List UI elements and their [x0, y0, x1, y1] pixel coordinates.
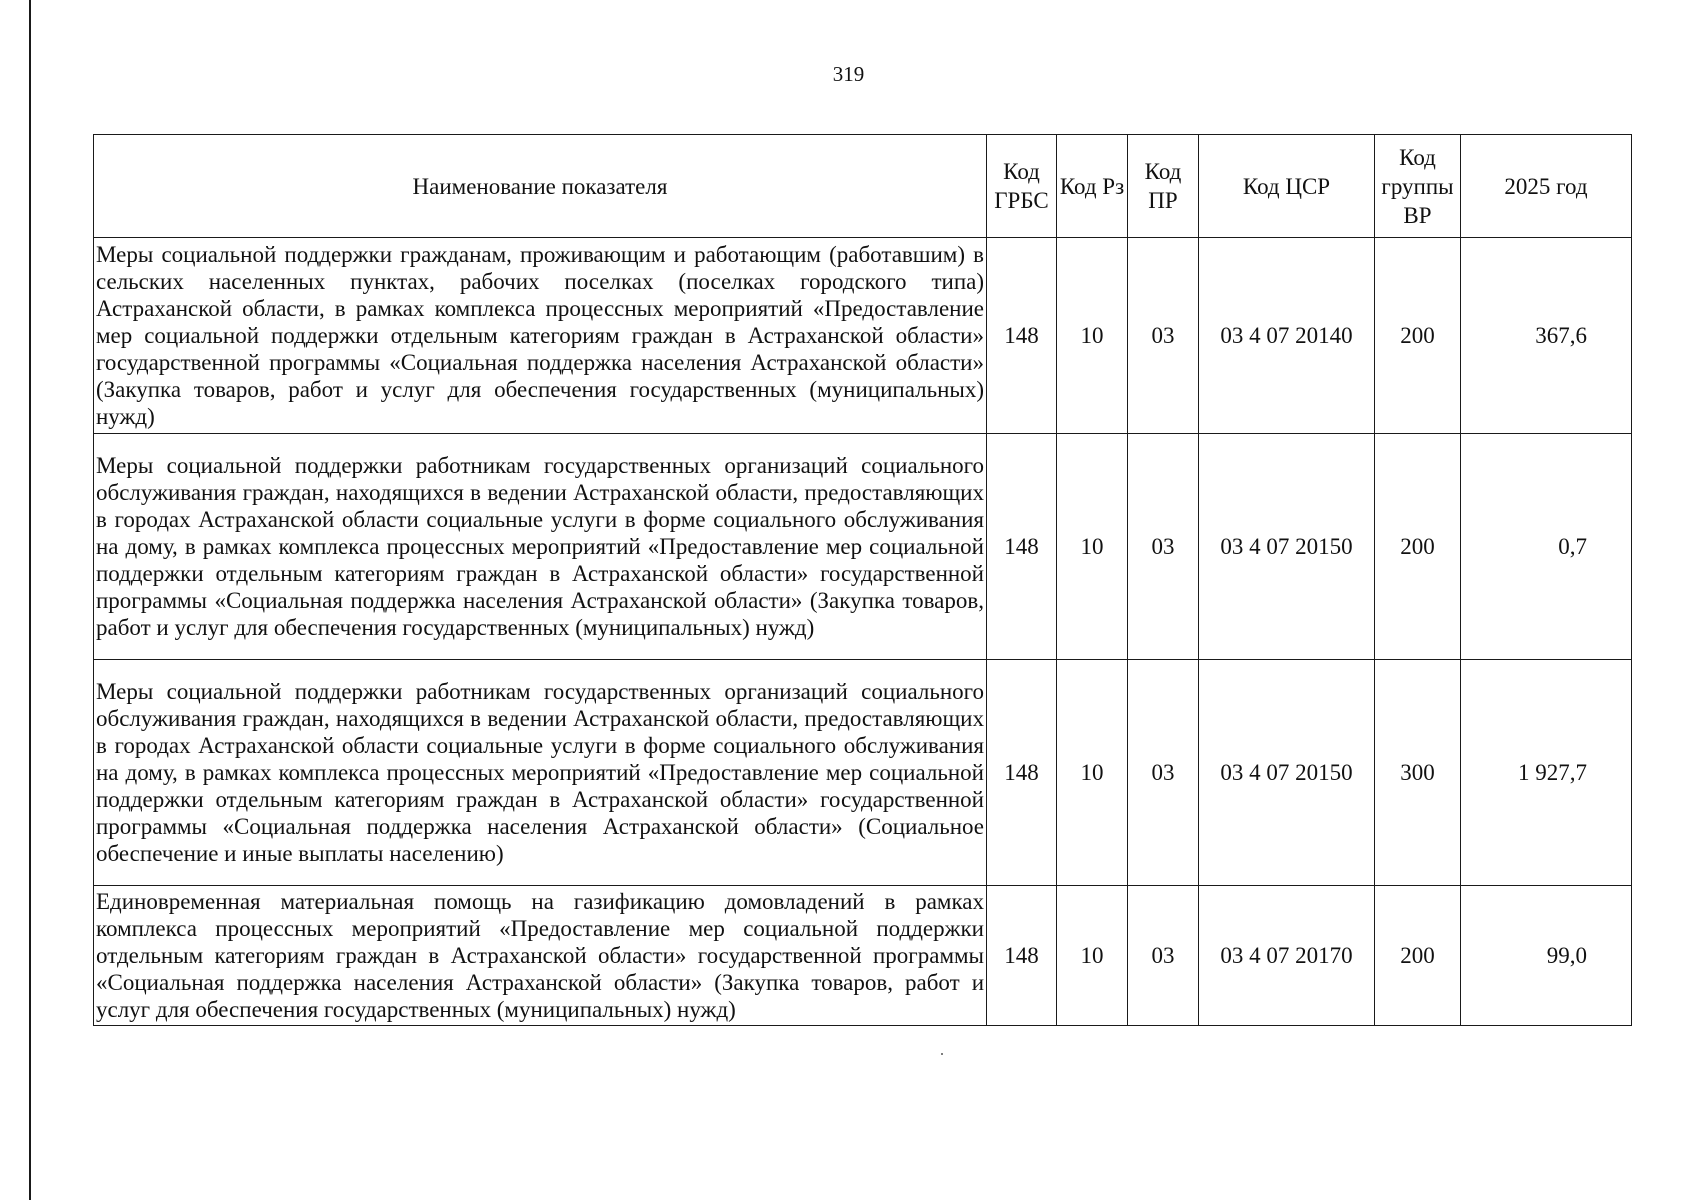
row-vr: 200	[1375, 238, 1461, 434]
row-amount: 367,6	[1461, 238, 1632, 434]
row-pr: 03	[1128, 238, 1199, 434]
row-pr: 03	[1128, 886, 1199, 1026]
binding-edge-line	[29, 0, 31, 1200]
header-name: Наименование показателя	[94, 135, 987, 238]
row-grbs: 148	[987, 238, 1057, 434]
row-rz: 10	[1057, 886, 1128, 1026]
table-header-row	[94, 135, 1632, 238]
row-csr: 03 4 07 20170	[1199, 886, 1375, 1026]
page-number: 319	[832, 62, 865, 86]
header-year: 2025 год	[1461, 135, 1632, 238]
budget-table	[93, 134, 1632, 1026]
header-rz: Код Рз	[1057, 135, 1128, 238]
row-rz: 10	[1057, 238, 1128, 434]
row-name: Меры социальной поддержки работникам государственных организаций социального обслуживания граждан, находящихся в ведении Астраханской области, предоставляющих в городах Астраханской области социальные услуги в форме социального обслуживания на дому, в рамках комплекса процессных мероприятий «Предоставление мер социальной поддержки отдельным категориям граждан в Астраханской области» государственной программы «Социальная поддержка населения Астраханской области» (Социальное обеспечение и иные выплаты населению)	[94, 660, 987, 886]
row-amount: 99,0	[1461, 886, 1632, 1026]
row-rz: 10	[1057, 660, 1128, 886]
row-name: Меры социальной поддержки гражданам, проживающим и работающим (работавшим) в сельских населенных пунктах, рабочих поселках (поселках городского типа) Астраханской области, в рамках комплекса процессных мероприятий «Предоставление мер социальной поддержки отдельным категориям граждан в Астраханской области» государственной программы «Социальная поддержка населения Астраханской области» (Закупка товаров, работ и услуг для обеспечения государственных (муниципальных) нужд)	[94, 238, 987, 434]
table-row	[94, 238, 1632, 434]
row-pr: 03	[1128, 660, 1199, 886]
row-vr: 200	[1375, 886, 1461, 1026]
table-row	[94, 660, 1632, 886]
row-csr: 03 4 07 20140	[1199, 238, 1375, 434]
row-grbs: 148	[987, 886, 1057, 1026]
header-pr: Код ПР	[1128, 135, 1199, 238]
scan-speck	[941, 1053, 943, 1055]
table-row	[94, 886, 1632, 1026]
row-vr: 300	[1375, 660, 1461, 886]
row-amount: 1 927,7	[1461, 660, 1632, 886]
row-csr: 03 4 07 20150	[1199, 434, 1375, 660]
header-vr: Код группы ВР	[1375, 135, 1461, 238]
header-csr: Код ЦСР	[1199, 135, 1375, 238]
table-row	[94, 434, 1632, 660]
row-pr: 03	[1128, 434, 1199, 660]
header-grbs: Код ГРБС	[987, 135, 1057, 238]
row-grbs: 148	[987, 660, 1057, 886]
row-grbs: 148	[987, 434, 1057, 660]
row-vr: 200	[1375, 434, 1461, 660]
row-name: Единовременная материальная помощь на газификацию домовладений в рамках комплекса процессных мероприятий «Предоставление мер социальной поддержки отдельным категориям граждан в Астраханской области» государственной программы «Социальная поддержка населения Астраханской области» (Закупка товаров, работ и услуг для обеспечения государственных (муниципальных) нужд)	[94, 886, 987, 1026]
row-name: Меры социальной поддержки работникам государственных организаций социального обслуживания граждан, находящихся в ведении Астраханской области, предоставляющих в городах Астраханской области социальные услуги в форме социального обслуживания на дому, в рамках комплекса процессных мероприятий «Предоставление мер социальной поддержки отдельным категориям граждан в Астраханской области» государственной программы «Социальная поддержка населения Астраханской области» (Закупка товаров, работ и услуг для обеспечения государственных (муниципальных) нужд)	[94, 434, 987, 660]
row-csr: 03 4 07 20150	[1199, 660, 1375, 886]
row-rz: 10	[1057, 434, 1128, 660]
row-amount: 0,7	[1461, 434, 1632, 660]
